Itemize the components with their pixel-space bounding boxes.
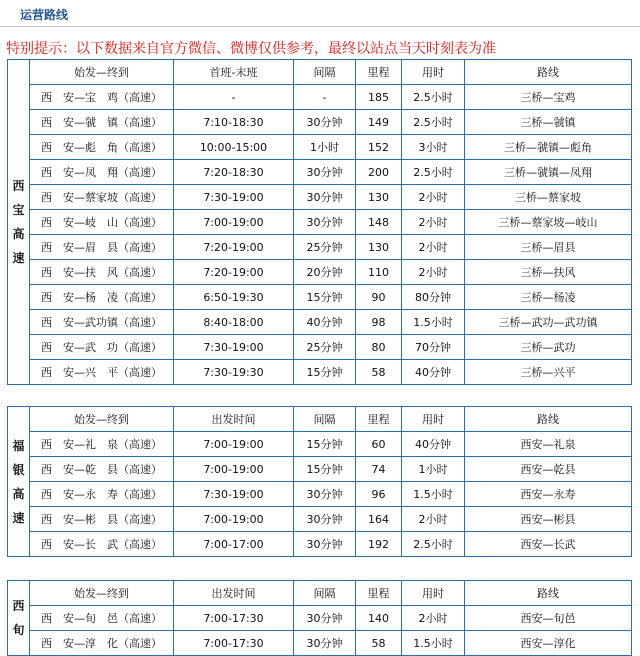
cell-duration: 2小时 — [402, 507, 465, 532]
column-header-origin-destination: 始发—终到 — [30, 581, 174, 606]
table-row — [8, 482, 632, 507]
cell-departure-time: 7:00-17:00 — [174, 532, 294, 557]
cell-distance: 148 — [356, 210, 402, 235]
cell-interval: 30分钟 — [294, 606, 356, 631]
cell-origin-destination: 西 安—蔡家坡（高速） — [30, 185, 174, 210]
column-header-departure-time: 首班-末班 — [174, 60, 294, 85]
cell-duration: 2小时 — [402, 185, 465, 210]
cell-departure-time: 7:00-19:00 — [174, 457, 294, 482]
table-row — [8, 335, 632, 360]
cell-interval: 15分钟 — [294, 360, 356, 385]
cell-distance: 58 — [356, 360, 402, 385]
cell-departure-time: 6:50-19:30 — [174, 285, 294, 310]
cell-distance: 110 — [356, 260, 402, 285]
cell-route: 三桥—武功—武功镇 — [465, 310, 632, 335]
cell-origin-destination: 西 安—旬 邑（高速） — [30, 606, 174, 631]
cell-origin-destination: 西 安—彬 县（高速） — [30, 507, 174, 532]
column-header-interval: 间隔 — [294, 60, 356, 85]
column-header-departure-time: 出发时间 — [174, 581, 294, 606]
cell-departure-time: 7:30-19:00 — [174, 335, 294, 360]
route-group-name: 福银高速 — [12, 438, 25, 525]
cell-origin-destination: 西 安—凤 翔（高速） — [30, 160, 174, 185]
cell-duration: 2小时 — [402, 235, 465, 260]
cell-origin-destination: 西 安—礼 泉（高速） — [30, 432, 174, 457]
table-row — [8, 260, 632, 285]
cell-duration: 2小时 — [402, 260, 465, 285]
cell-distance: 74 — [356, 457, 402, 482]
cell-departure-time: 7:00-17:30 — [174, 631, 294, 656]
table-row — [8, 235, 632, 260]
cell-route: 三桥—杨凌 — [465, 285, 632, 310]
column-header-origin-destination: 始发—终到 — [30, 60, 174, 85]
cell-origin-destination: 西 安—武 功（高速） — [30, 335, 174, 360]
cell-interval: 30分钟 — [294, 160, 356, 185]
cell-distance: 152 — [356, 135, 402, 160]
cell-interval: 25分钟 — [294, 235, 356, 260]
cell-interval: 40分钟 — [294, 310, 356, 335]
cell-interval: 30分钟 — [294, 210, 356, 235]
cell-duration: 2.5小时 — [402, 110, 465, 135]
cell-route: 三桥—兴平 — [465, 360, 632, 385]
cell-duration: 2.5小时 — [402, 532, 465, 557]
cell-origin-destination: 西 安—永 寿（高速） — [30, 482, 174, 507]
route-group-label — [8, 60, 30, 385]
cell-duration: 1.5小时 — [402, 482, 465, 507]
section-title: 运营路线 — [20, 8, 69, 22]
cell-duration: 2小时 — [402, 606, 465, 631]
cell-distance: 130 — [356, 235, 402, 260]
route-group-name: 西宝高速 — [12, 179, 25, 265]
cell-duration: 3小时 — [402, 135, 465, 160]
route-group-label — [8, 407, 30, 557]
cell-distance: 96 — [356, 482, 402, 507]
column-header-duration: 用时 — [402, 581, 465, 606]
cell-route: 西安—彬县 — [465, 507, 632, 532]
route-table-xixun — [7, 580, 632, 656]
cell-departure-time: - — [174, 85, 294, 110]
cell-distance: 192 — [356, 532, 402, 557]
route-group-label — [8, 581, 30, 656]
route-group-name: 西旬 — [12, 599, 25, 637]
cell-route: 西安—永寿 — [465, 482, 632, 507]
column-header-origin-destination: 始发—终到 — [30, 407, 174, 432]
cell-route: 三桥—武功 — [465, 335, 632, 360]
table-row — [8, 507, 632, 532]
table-row — [8, 457, 632, 482]
cell-distance: 185 — [356, 85, 402, 110]
cell-route: 三桥—虢镇—凤翔 — [465, 160, 632, 185]
column-header-distance: 里程 — [356, 407, 402, 432]
cell-duration: 1小时 — [402, 457, 465, 482]
cell-origin-destination: 西 安—宝 鸡（高速） — [30, 85, 174, 110]
cell-origin-destination: 西 安—武功镇（高速） — [30, 310, 174, 335]
cell-departure-time: 7:20-19:00 — [174, 235, 294, 260]
cell-interval: 30分钟 — [294, 532, 356, 557]
cell-route: 三桥—宝鸡 — [465, 85, 632, 110]
table-header-row — [8, 407, 632, 432]
cell-departure-time: 10:00-15:00 — [174, 135, 294, 160]
table-row — [8, 360, 632, 385]
cell-distance: 80 — [356, 335, 402, 360]
cell-distance: 149 — [356, 110, 402, 135]
table-row — [8, 185, 632, 210]
cell-interval: 15分钟 — [294, 285, 356, 310]
table-row — [8, 85, 632, 110]
cell-route: 三桥—蔡家坡—岐山 — [465, 210, 632, 235]
cell-distance: 98 — [356, 310, 402, 335]
cell-origin-destination: 西 安—虢 镇（高速） — [30, 110, 174, 135]
cell-departure-time: 8:40-18:00 — [174, 310, 294, 335]
cell-route: 西安—礼泉 — [465, 432, 632, 457]
table-row — [8, 606, 632, 631]
cell-interval: 25分钟 — [294, 335, 356, 360]
cell-duration: 2.5小时 — [402, 85, 465, 110]
cell-route: 西安—旬邑 — [465, 606, 632, 631]
column-header-route: 路线 — [465, 581, 632, 606]
table-row — [8, 210, 632, 235]
cell-departure-time: 7:30-19:30 — [174, 360, 294, 385]
cell-departure-time: 7:20-19:00 — [174, 260, 294, 285]
section-header — [0, 0, 640, 27]
cell-origin-destination: 西 安—乾 县（高速） — [30, 457, 174, 482]
cell-origin-destination: 西 安—扶 风（高速） — [30, 260, 174, 285]
route-table-xibao — [7, 59, 632, 385]
cell-duration: 1.5小时 — [402, 310, 465, 335]
cell-origin-destination: 西 安—杨 凌（高速） — [30, 285, 174, 310]
cell-departure-time: 7:10-18:30 — [174, 110, 294, 135]
cell-departure-time: 7:30-19:00 — [174, 482, 294, 507]
cell-distance: 200 — [356, 160, 402, 185]
cell-origin-destination: 西 安—兴 平（高速） — [30, 360, 174, 385]
table-row — [8, 110, 632, 135]
cell-departure-time: 7:00-17:30 — [174, 606, 294, 631]
cell-departure-time: 7:00-19:00 — [174, 210, 294, 235]
cell-distance: 164 — [356, 507, 402, 532]
cell-interval: 30分钟 — [294, 507, 356, 532]
table-row — [8, 135, 632, 160]
cell-interval: 30分钟 — [294, 482, 356, 507]
cell-interval: - — [294, 85, 356, 110]
cell-duration: 2.5小时 — [402, 160, 465, 185]
cell-distance: 130 — [356, 185, 402, 210]
column-header-duration: 用时 — [402, 60, 465, 85]
column-header-interval: 间隔 — [294, 407, 356, 432]
column-header-route: 路线 — [465, 407, 632, 432]
cell-interval: 30分钟 — [294, 110, 356, 135]
table-header-row — [8, 60, 632, 85]
column-header-distance: 里程 — [356, 581, 402, 606]
cell-distance: 140 — [356, 606, 402, 631]
cell-departure-time: 7:00-19:00 — [174, 507, 294, 532]
cell-interval: 15分钟 — [294, 457, 356, 482]
column-header-duration: 用时 — [402, 407, 465, 432]
cell-duration: 80分钟 — [402, 285, 465, 310]
table-row — [8, 310, 632, 335]
cell-route: 三桥—蔡家坡 — [465, 185, 632, 210]
table-row — [8, 285, 632, 310]
column-header-distance: 里程 — [356, 60, 402, 85]
cell-route: 西安—淳化 — [465, 631, 632, 656]
table-row — [8, 631, 632, 656]
notice-text: 特别提示：以下数据来自官方微信、微博仅供参考，最终以站点当天时刻表为准 — [6, 41, 496, 57]
cell-duration: 40分钟 — [402, 360, 465, 385]
cell-route: 西安—长武 — [465, 532, 632, 557]
cell-route: 三桥—虢镇 — [465, 110, 632, 135]
cell-duration: 40分钟 — [402, 432, 465, 457]
cell-duration: 70分钟 — [402, 335, 465, 360]
column-header-departure-time: 出发时间 — [174, 407, 294, 432]
cell-origin-destination: 西 安—淳 化（高速） — [30, 631, 174, 656]
cell-route: 西安—乾县 — [465, 457, 632, 482]
cell-distance: 60 — [356, 432, 402, 457]
cell-route: 三桥—眉县 — [465, 235, 632, 260]
column-header-interval: 间隔 — [294, 581, 356, 606]
cell-interval: 1小时 — [294, 135, 356, 160]
cell-duration: 1.5小时 — [402, 631, 465, 656]
table-row — [8, 532, 632, 557]
table-row — [8, 160, 632, 185]
column-header-route: 路线 — [465, 60, 632, 85]
table-header-row — [8, 581, 632, 606]
cell-interval: 20分钟 — [294, 260, 356, 285]
cell-distance: 58 — [356, 631, 402, 656]
cell-route: 三桥—虢镇—彪角 — [465, 135, 632, 160]
cell-departure-time: 7:30-19:00 — [174, 185, 294, 210]
cell-origin-destination: 西 安—岐 山（高速） — [30, 210, 174, 235]
cell-origin-destination: 西 安—彪 角（高速） — [30, 135, 174, 160]
cell-origin-destination: 西 安—长 武（高速） — [30, 532, 174, 557]
cell-departure-time: 7:00-19:00 — [174, 432, 294, 457]
cell-interval: 15分钟 — [294, 432, 356, 457]
cell-interval: 30分钟 — [294, 185, 356, 210]
cell-origin-destination: 西 安—眉 县（高速） — [30, 235, 174, 260]
cell-interval: 30分钟 — [294, 631, 356, 656]
cell-duration: 2小时 — [402, 210, 465, 235]
table-row — [8, 432, 632, 457]
cell-route: 三桥—扶风 — [465, 260, 632, 285]
cell-distance: 90 — [356, 285, 402, 310]
cell-departure-time: 7:20-18:30 — [174, 160, 294, 185]
route-table-fuyin — [7, 406, 632, 557]
